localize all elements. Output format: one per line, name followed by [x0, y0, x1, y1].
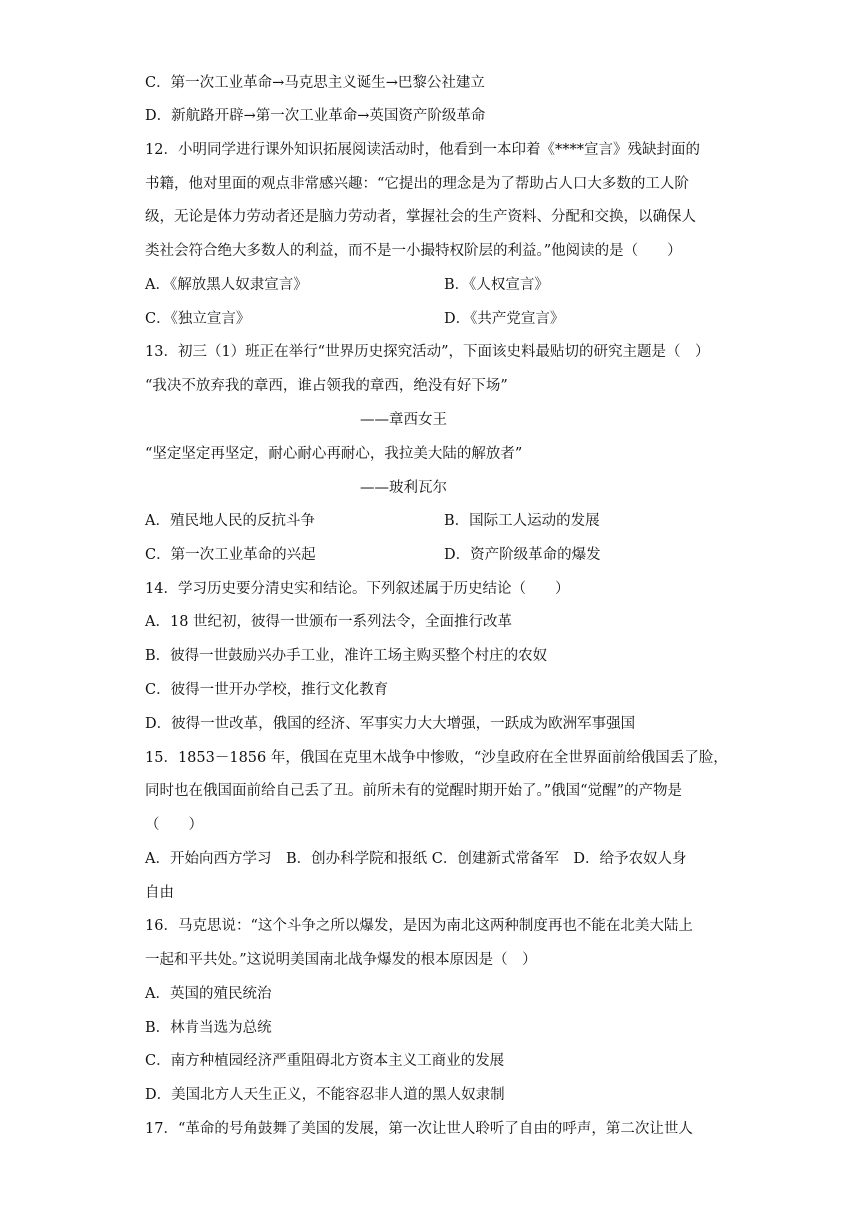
quote-attribution: ——玻利瓦尔	[360, 480, 447, 496]
question-15-text: 同时也在俄国面前给自己丢了丑。前所未有的觉醒时期开始了。”俄国“觉醒”的产物是	[145, 783, 682, 799]
q12-option-a: A．《解放黑人奴隶宣言》	[145, 277, 308, 293]
question-12-text: 类社会符合绝大多数人的利益，而不是一小撮特权阶层的利益。”他阅读的是（ ）	[145, 243, 682, 259]
quote-text: “我决不放弃我的章西，谁占领我的章西，绝没有好下场”	[145, 378, 508, 394]
question-12-text: 级，无论是体力劳动者还是脑力劳动者，掌握社会的生产资料、分配和交换，以确保人	[145, 209, 696, 225]
q12-option-b: B．《人权宣言》	[444, 277, 549, 293]
q14-option-b: B．彼得一世鼓励兴办手工业，准许工场主购买整个村庄的农奴	[145, 648, 548, 664]
question-17-text: 17．“革命的号角鼓舞了美国的发展，第一次让世人聆听了自由的呼声，第二次让世人	[145, 1121, 693, 1137]
q12-option-d: D．《共产党宣言》	[444, 311, 565, 327]
q14-option-c: C．彼得一世开办学校，推行文化教育	[145, 682, 389, 698]
question-12-text: 12．小明同学进行课外知识拓展阅读活动时，他看到一本印着《****宣言》残缺封面的	[145, 142, 700, 158]
q14-option-d: D．彼得一世改革，俄国的经济、军事实力大大增强，一跃成为欧洲军事强国	[145, 716, 636, 732]
q15-options: 自由	[145, 885, 174, 901]
q13-option-b: B．国际工人运动的发展	[444, 513, 600, 529]
q16-option-c: C．南方种植园经济严重阻碍北方资本主义工商业的发展	[145, 1053, 505, 1069]
q13-option-c: C．第一次工业革命的兴起	[145, 547, 316, 563]
question-13-text: 13．初三（1）班正在举行“世界历史探究活动”，下面该史料最贴切的研究主题是（ ）	[145, 344, 710, 360]
question-15-text: 15．1853－1856 年，俄国在克里木战争中惨败，“沙皇政府在全世界面前给俄国丢了脸，	[145, 750, 728, 766]
quote-text: “坚定坚定再坚定，耐心耐心再耐心，我拉美大陆的解放者”	[145, 446, 523, 462]
q16-option-d: D．美国北方人天生正义，不能容忍非人道的黑人奴隶制	[145, 1087, 505, 1103]
q13-option-d: D．资产阶级革命的爆发	[444, 547, 601, 563]
q16-option-b: B．林肯当选为总统	[145, 1020, 272, 1036]
question-12-text: 书籍，他对里面的观点非常感兴趣：“它提出的理念是为了帮助占人口大多数的工人阶	[145, 176, 689, 192]
q12-option-c: C．《独立宣言》	[145, 311, 251, 327]
question-16-text: 16．马克思说：“这个斗争之所以爆发，是因为南北这两种制度再也不能在北美大陆上	[145, 918, 693, 934]
q15-options: A．开始向西方学习 B．创办科学院和报纸 C．创建新式常备军 D．给予农奴人身	[145, 851, 687, 867]
quote-attribution: ——章西女王	[360, 412, 447, 428]
q13-option-a: A．殖民地人民的反抗斗争	[145, 513, 315, 529]
option-line: C．第一次工业革命→马克思主义诞生→巴黎公社建立	[145, 75, 485, 91]
q14-option-a: A．18 世纪初，彼得一世颁布一系列法令，全面推行改革	[145, 614, 513, 630]
question-15-text: （ ）	[145, 817, 203, 833]
option-line: D．新航路开辟→第一次工业革命→英国资产阶级革命	[145, 108, 486, 124]
q16-option-a: A．英国的殖民统治	[145, 986, 272, 1002]
question-14-text: 14．学习历史要分清史实和结论。下列叙述属于历史结论（ ）	[145, 581, 570, 597]
question-16-text: 一起和平共处。”这说明美国南北战争爆发的根本原因是（ ）	[145, 952, 537, 968]
